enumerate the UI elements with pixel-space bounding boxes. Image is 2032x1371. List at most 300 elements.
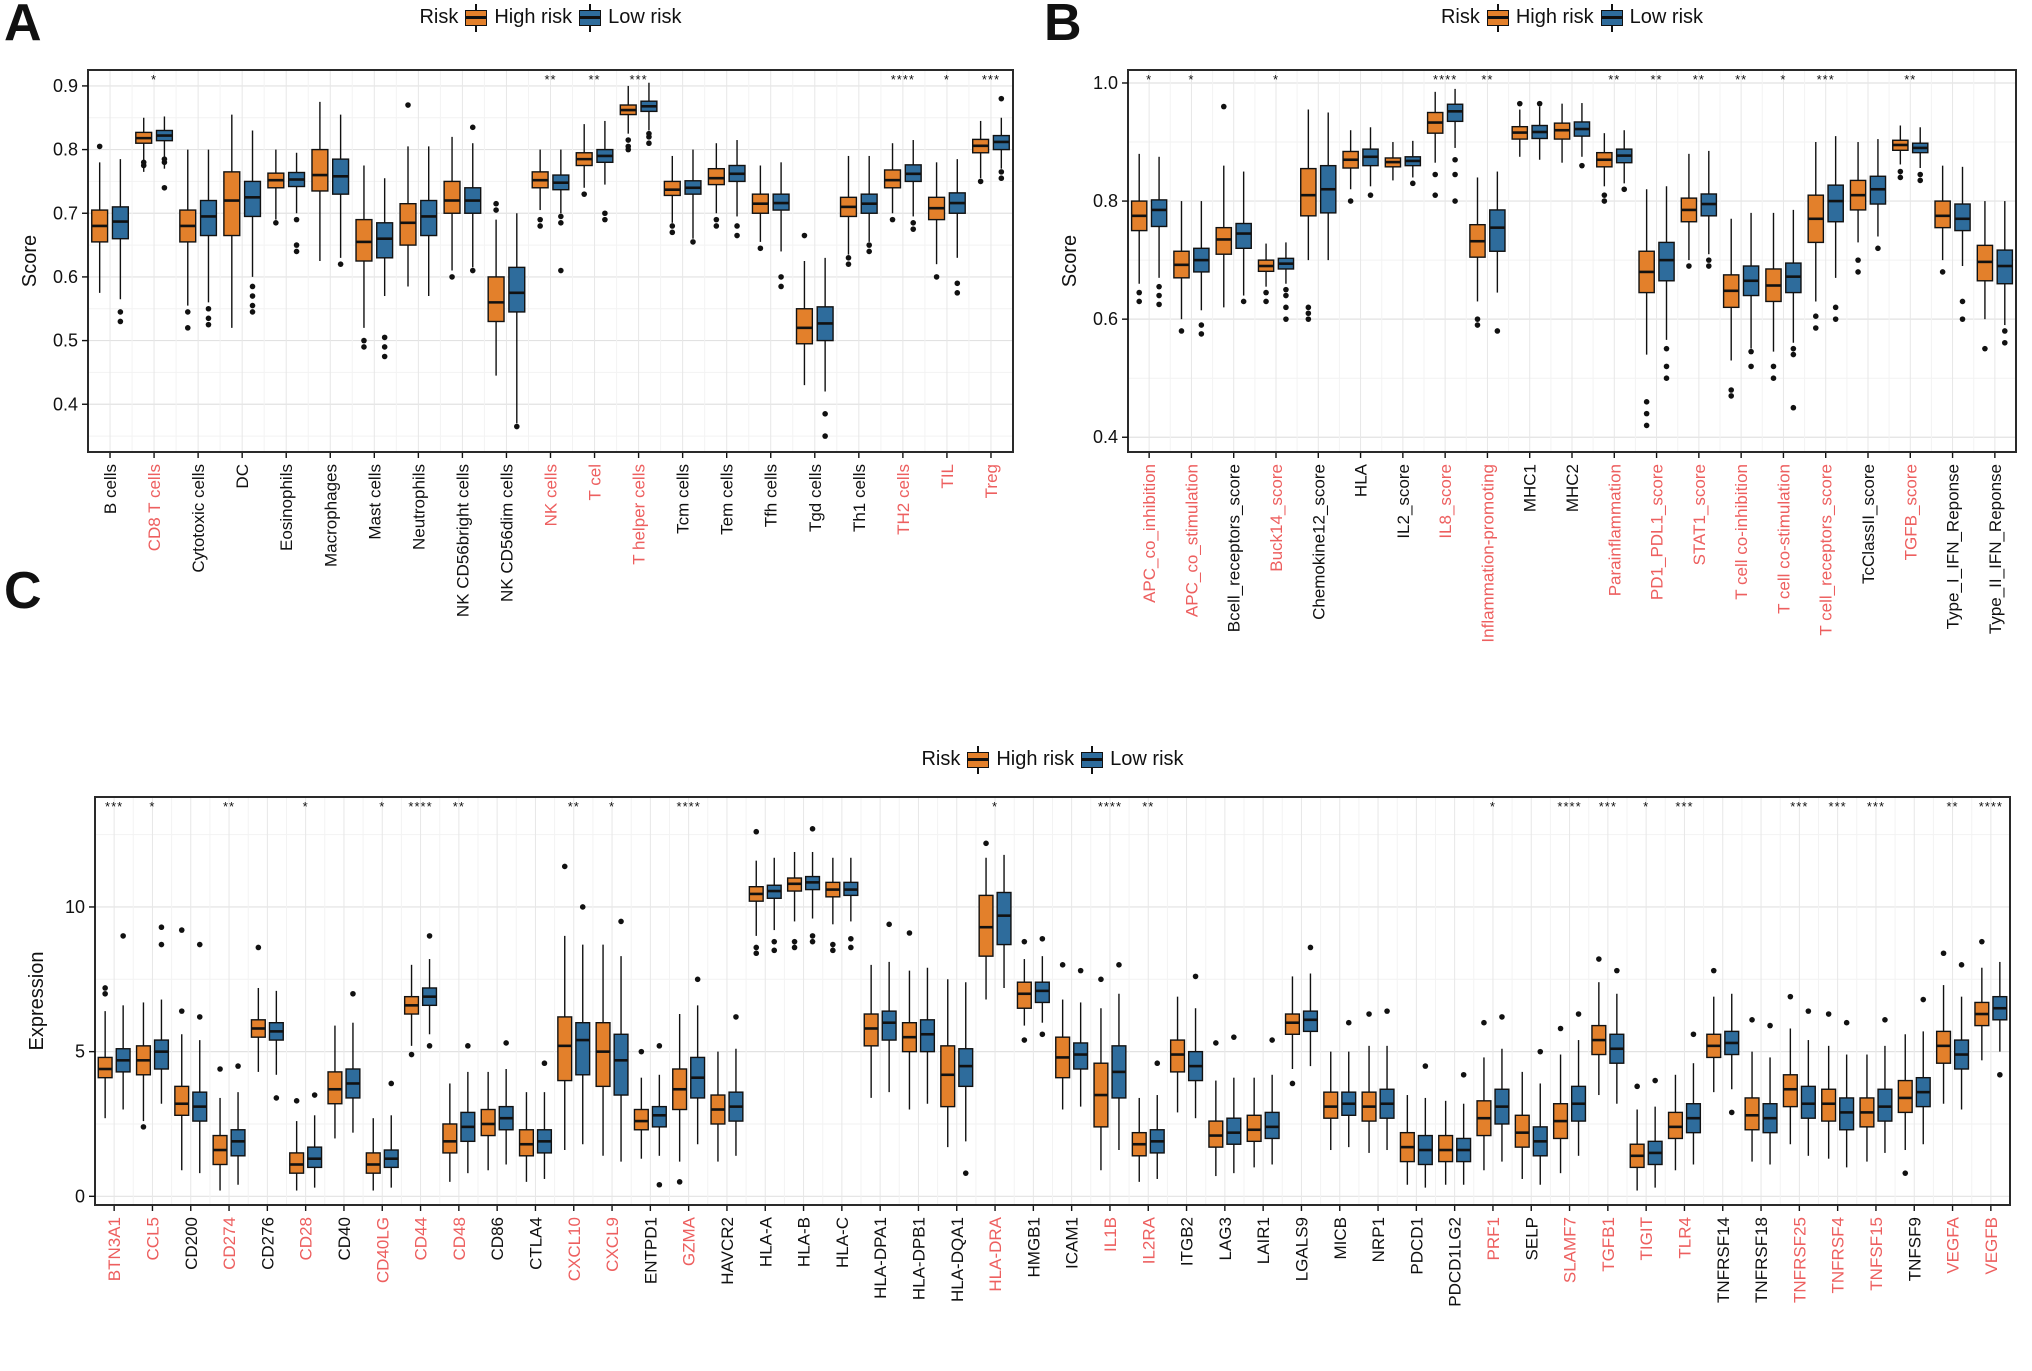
outlier-point: [639, 1049, 645, 1055]
x-axis-label: GZMA: [679, 1217, 699, 1267]
outlier-point: [102, 985, 108, 991]
box: [1840, 1098, 1854, 1130]
x-axis-label: SELP: [1522, 1217, 1542, 1261]
outlier-point: [206, 306, 212, 312]
outlier-point: [388, 1081, 394, 1087]
outlier-point: [1136, 290, 1142, 296]
outlier-point: [581, 191, 587, 197]
significance-stars: **: [1650, 72, 1663, 87]
outlier-point: [822, 411, 828, 417]
y-tick-label: 0.6: [52, 266, 78, 287]
x-axis-label: CCL5: [143, 1217, 163, 1261]
outlier-point: [470, 125, 476, 131]
outlier-point: [1898, 175, 1904, 181]
outlier-point: [1022, 1037, 1028, 1043]
panel-c-chart: [0, 560, 2032, 1371]
x-axis-label: HLA-B: [794, 1217, 814, 1268]
box: [1236, 224, 1251, 249]
outlier-point: [1241, 299, 1247, 305]
box: [576, 1023, 590, 1075]
outlier-point: [1979, 939, 1985, 945]
significance-stars: *: [149, 799, 156, 814]
x-axis-label: NK CD56bright cells: [453, 464, 473, 618]
significance-stars: ***: [1675, 799, 1694, 814]
outlier-point: [733, 1014, 739, 1020]
outlier-point: [802, 233, 808, 239]
outlier-point: [1644, 399, 1650, 405]
x-axis-label: TNFRSF4: [1828, 1217, 1848, 1294]
significance-stars: **: [1735, 72, 1748, 87]
box: [1828, 185, 1843, 222]
outlier-point: [1855, 257, 1861, 263]
significance-stars: ***: [105, 799, 124, 814]
outlier-point: [1813, 325, 1819, 331]
box: [1209, 1121, 1223, 1147]
outlier-point: [273, 220, 279, 226]
outlier-point: [1875, 246, 1881, 252]
box: [921, 1020, 935, 1052]
x-axis-label: MICB: [1330, 1217, 1350, 1260]
outlier-point: [162, 185, 168, 191]
outlier-point: [771, 948, 777, 954]
y-tick-label: 0.8: [52, 139, 78, 160]
box: [1035, 982, 1049, 1002]
significance-stars: **: [588, 72, 601, 87]
x-axis-label: ICAM1: [1062, 1217, 1082, 1269]
x-axis-label: TGFB1: [1598, 1217, 1618, 1272]
outlier-point: [1855, 269, 1861, 275]
outlier-point: [695, 976, 701, 982]
x-axis-label: HLA-DPA1: [871, 1217, 891, 1299]
box: [1247, 1115, 1261, 1141]
box: [1286, 1014, 1300, 1034]
outlier-point: [1558, 1026, 1564, 1032]
x-axis-label: Tcm cells: [673, 464, 693, 534]
outlier-point: [1179, 328, 1185, 334]
outlier-point: [1306, 316, 1312, 322]
outlier-point: [1283, 316, 1289, 322]
significance-stars: ****: [890, 72, 916, 87]
significance-stars: **: [452, 799, 465, 814]
significance-stars: ****: [1978, 799, 2003, 814]
box: [1878, 1089, 1892, 1121]
outlier-point: [294, 217, 300, 223]
significance-stars: *: [1272, 72, 1280, 87]
box: [614, 1034, 628, 1095]
outlier-point: [1022, 939, 1028, 945]
significance-stars: *: [992, 799, 999, 814]
x-axis-label: Cytotoxic cells: [189, 464, 209, 573]
outlier-point: [470, 268, 476, 274]
box: [1216, 228, 1231, 255]
outlier-point: [294, 242, 300, 248]
x-axis-label: Type_II_IFN_Reponse: [1985, 464, 2005, 635]
outlier-point: [206, 322, 212, 328]
significance-stars: ****: [1433, 72, 1458, 87]
x-axis-label: Chemokine12_score: [1309, 464, 1329, 620]
box: [421, 201, 437, 236]
significance-stars: **: [1608, 72, 1621, 87]
x-axis-label: HMGB1: [1024, 1217, 1044, 1278]
outlier-point: [1664, 375, 1670, 381]
x-axis-label: HLA: [1351, 464, 1371, 498]
x-axis-label: CD48: [449, 1217, 469, 1261]
x-axis-label: B cells: [101, 464, 121, 515]
outlier-point: [1432, 172, 1438, 178]
significance-stars: **: [1946, 799, 1959, 814]
outlier-point: [185, 309, 191, 315]
box: [1822, 1089, 1836, 1121]
outlier-point: [197, 942, 203, 948]
box: [175, 1086, 189, 1115]
x-axis-label: TNFRSF25: [1790, 1217, 1810, 1303]
outlier-point: [350, 991, 356, 997]
panel-c: [0, 560, 2032, 1371]
outlier-point: [1499, 1014, 1505, 1020]
outlier-point: [646, 140, 652, 146]
x-axis-label: TNFSF15: [1866, 1217, 1886, 1291]
x-axis-label: LAIR1: [1254, 1217, 1274, 1265]
outlier-point: [382, 335, 388, 341]
outlier-point: [1791, 405, 1797, 411]
y-tick-label: 5: [74, 1041, 85, 1062]
outlier-point: [274, 1095, 280, 1101]
outlier-point: [1283, 293, 1289, 299]
outlier-point: [753, 829, 759, 835]
x-axis-label: BTN3A1: [105, 1217, 125, 1282]
outlier-point: [118, 319, 124, 325]
significance-stars: *: [379, 799, 386, 814]
significance-stars: ***: [1790, 799, 1809, 814]
outlier-point: [1960, 299, 1966, 305]
box: [1515, 1115, 1529, 1147]
outlier-point: [1644, 423, 1650, 429]
outlier-point: [493, 201, 499, 207]
legend-high-label: High risk: [494, 6, 573, 28]
x-axis-label: T cell co-stimulation: [1774, 464, 1794, 614]
outlier-point: [810, 826, 816, 832]
box: [959, 1049, 973, 1087]
x-axis-label: Mast cells: [365, 464, 385, 540]
box: [1301, 169, 1316, 216]
outlier-point: [848, 945, 854, 951]
outlier-point: [1748, 349, 1754, 355]
outlier-point: [1579, 163, 1585, 169]
outlier-point: [1263, 299, 1269, 305]
box: [1439, 1136, 1453, 1162]
outlier-point: [1495, 328, 1501, 334]
outlier-point: [602, 210, 608, 216]
x-axis-label: VEGFB: [1981, 1217, 2001, 1275]
significance-stars: *: [151, 72, 158, 87]
x-axis-label: CXCL10: [564, 1217, 584, 1282]
significance-stars: **: [1692, 72, 1705, 87]
outlier-point: [159, 924, 165, 930]
box: [652, 1107, 666, 1127]
outlier-point: [1156, 284, 1162, 290]
outlier-point: [866, 249, 872, 255]
outlier-point: [1136, 299, 1142, 305]
outlier-point: [312, 1092, 318, 1098]
outlier-point: [1156, 302, 1162, 308]
outlier-point: [999, 96, 1005, 102]
outlier-point: [886, 922, 892, 928]
outlier-point: [217, 1066, 223, 1072]
outlier-point: [890, 217, 896, 223]
outlier-point: [1791, 352, 1797, 358]
outlier-point: [669, 230, 675, 236]
outlier-point: [1711, 968, 1717, 974]
outlier-point: [657, 1182, 663, 1188]
x-axis-label: Eosinophils: [277, 464, 297, 551]
x-axis-label: VEGFA: [1943, 1217, 1963, 1274]
x-axis-label: CD274: [220, 1217, 240, 1270]
y-tick-label: 1.0: [1092, 72, 1118, 93]
outlier-point: [1602, 198, 1608, 204]
box: [356, 220, 372, 261]
outlier-point: [558, 268, 564, 274]
outlier-point: [1902, 1170, 1908, 1176]
outlier-point: [1686, 263, 1692, 269]
outlier-point: [542, 1060, 548, 1066]
x-axis-label: CD40LG: [373, 1217, 393, 1284]
box: [1659, 242, 1674, 280]
box: [290, 1153, 304, 1173]
legend-title: Risk: [1440, 6, 1480, 28]
outlier-point: [1652, 1078, 1658, 1084]
outlier-point: [1982, 346, 1988, 352]
outlier-point: [1537, 101, 1543, 107]
outlier-point: [141, 1124, 147, 1130]
outlier-point: [1384, 1008, 1390, 1014]
x-axis-label: TH2 cells: [893, 464, 913, 535]
x-axis-label: NK cells: [541, 464, 561, 527]
significance-stars: ****: [676, 799, 701, 814]
x-axis-label: Bcell_receptors_score: [1224, 464, 1244, 633]
outlier-point: [1452, 198, 1458, 204]
outlier-point: [753, 950, 759, 956]
x-axis-label: IL2_score: [1393, 464, 1413, 539]
x-axis-label: NRP1: [1369, 1217, 1389, 1263]
outlier-point: [250, 293, 256, 299]
x-axis-label: Tfh cells: [761, 464, 781, 528]
significance-stars: ***: [1828, 799, 1847, 814]
outlier-point: [1366, 1011, 1372, 1017]
significance-stars: *: [1780, 72, 1787, 87]
x-axis-label: T cell co-inhibition: [1732, 464, 1752, 600]
significance-stars: **: [1481, 72, 1494, 87]
x-axis-label: Type_I_IFN_Reponse: [1943, 464, 1963, 630]
outlier-point: [1199, 322, 1205, 328]
outlier-point: [1664, 364, 1670, 370]
box: [444, 181, 460, 213]
x-axis-label: TLR4: [1675, 1217, 1695, 1259]
outlier-point: [734, 233, 740, 239]
outlier-point: [427, 1043, 433, 1049]
box: [377, 223, 393, 258]
outlier-point: [537, 223, 543, 229]
box: [1935, 201, 1950, 228]
outlier-point: [1748, 364, 1754, 370]
x-axis-label: T cell_receptors_score: [1816, 464, 1836, 636]
outlier-point: [382, 344, 388, 350]
x-axis-label: SLAMF7: [1560, 1217, 1580, 1284]
outlier-point: [866, 242, 872, 248]
outlier-point: [141, 163, 147, 169]
outlier-point: [1199, 331, 1205, 337]
outlier-point: [1290, 1081, 1296, 1087]
significance-stars: **: [567, 799, 580, 814]
outlier-point: [1806, 1008, 1812, 1014]
outlier-point: [690, 239, 696, 245]
outlier-point: [179, 927, 185, 933]
outlier-point: [1940, 269, 1946, 275]
box: [1447, 104, 1462, 121]
box: [1669, 1112, 1683, 1138]
x-axis-label: MHC1: [1520, 464, 1540, 513]
x-axis-label: IL8_score: [1436, 464, 1456, 539]
outlier-point: [1664, 346, 1670, 352]
x-axis-label: Inflammation-promoting: [1478, 464, 1498, 643]
outlier-point: [1078, 968, 1084, 974]
x-axis-label: CD86: [488, 1217, 508, 1261]
outlier-point: [792, 945, 798, 951]
outlier-point: [1917, 172, 1923, 178]
significance-stars: ****: [408, 799, 433, 814]
outlier-point: [465, 1043, 471, 1049]
significance-stars: *: [1188, 72, 1195, 87]
box: [488, 277, 504, 322]
box: [155, 1040, 169, 1069]
outlier-point: [197, 1014, 203, 1020]
outlier-point: [1040, 936, 1046, 942]
outlier-point: [256, 945, 262, 951]
outlier-point: [1537, 1049, 1543, 1055]
outlier-point: [846, 261, 852, 267]
x-axis-label: IL1B: [1100, 1217, 1120, 1252]
significance-stars: *: [943, 72, 950, 87]
box: [1937, 1031, 1951, 1063]
box: [797, 309, 813, 344]
y-axis-title: Expression: [26, 951, 48, 1051]
outlier-point: [250, 284, 256, 290]
box: [98, 1057, 112, 1077]
box: [201, 201, 217, 236]
y-tick-label: 0.4: [52, 394, 78, 415]
box: [1490, 210, 1505, 251]
box: [1955, 204, 1970, 231]
x-axis-label: Treg: [981, 464, 1001, 499]
y-axis-title: Score: [19, 234, 41, 288]
x-axis-label: ITGB2: [1177, 1217, 1197, 1267]
outlier-point: [1269, 1037, 1275, 1043]
outlier-point: [1833, 305, 1839, 311]
x-axis-label: HLA-DRA: [986, 1217, 1006, 1292]
x-axis-label: Tem cells: [717, 464, 737, 535]
box: [1171, 1040, 1185, 1072]
outlier-point: [294, 249, 300, 255]
x-axis-label: T helper cells: [629, 464, 649, 565]
x-axis-label: DC: [233, 464, 253, 489]
outlier-point: [907, 930, 913, 936]
significance-stars: **: [222, 799, 236, 814]
legend-title: Risk: [419, 6, 459, 28]
x-axis-label: TIL: [937, 464, 957, 489]
outlier-point: [1348, 198, 1354, 204]
outlier-point: [361, 338, 367, 344]
outlier-point: [338, 261, 344, 267]
outlier-point: [1602, 192, 1608, 198]
box: [1783, 1075, 1797, 1107]
outlier-point: [910, 220, 916, 226]
x-axis-label: CD200: [181, 1217, 201, 1270]
x-axis-label: TNFRSF18: [1752, 1217, 1772, 1303]
box: [1304, 1011, 1318, 1031]
y-tick-label: 0.6: [1092, 309, 1118, 330]
box: [596, 1023, 610, 1087]
x-axis-label: HLA-A: [756, 1217, 776, 1268]
outlier-point: [409, 1052, 415, 1058]
outlier-point: [118, 309, 124, 315]
outlier-point: [1959, 962, 1965, 968]
outlier-point: [1475, 322, 1481, 328]
x-axis-label: HLA-DPB1: [909, 1217, 929, 1301]
outlier-point: [1346, 1020, 1352, 1026]
outlier-point: [1788, 994, 1794, 1000]
box: [400, 204, 416, 245]
outlier-point: [978, 179, 984, 185]
outlier-point: [846, 255, 852, 261]
outlier-point: [1452, 157, 1458, 163]
outlier-point: [558, 214, 564, 220]
outlier-point: [1920, 997, 1926, 1003]
outlier-point: [1475, 316, 1481, 322]
significance-stars: ****: [1557, 799, 1582, 814]
panel-c-letter: C: [4, 562, 42, 620]
y-tick-label: 0.9: [52, 75, 78, 96]
significance-stars: *: [609, 799, 616, 814]
box: [1745, 1098, 1759, 1130]
x-axis-label: IL2RA: [1139, 1217, 1159, 1265]
outlier-point: [1423, 1063, 1429, 1069]
x-axis-label: HLA-DQA1: [947, 1217, 967, 1303]
box: [1227, 1118, 1241, 1144]
box: [312, 150, 328, 191]
significance-stars: **: [544, 72, 557, 87]
x-axis-label: TcClassII_score: [1859, 464, 1878, 584]
outlier-point: [1844, 1020, 1850, 1026]
outlier-point: [625, 147, 631, 153]
outlier-point: [558, 220, 564, 226]
x-axis-label: T cel: [585, 464, 605, 501]
box: [509, 267, 525, 312]
outlier-point: [493, 207, 499, 213]
x-axis-label: STAT1_score: [1689, 464, 1709, 566]
box: [941, 1046, 955, 1107]
outlier-point: [778, 284, 784, 290]
x-axis-label: Macrophages: [321, 464, 341, 568]
x-axis-label: NK CD56dim cells: [497, 464, 517, 602]
x-axis-label: CXCL9: [603, 1217, 623, 1272]
box: [328, 1072, 342, 1104]
panel-b-letter: B: [1044, 0, 1082, 52]
outlier-point: [235, 1063, 241, 1069]
y-tick-label: 0.8: [1092, 191, 1118, 212]
outlier-point: [1898, 169, 1904, 175]
box: [634, 1110, 648, 1130]
outlier-point: [830, 948, 836, 954]
significance-stars: *: [1489, 799, 1496, 814]
